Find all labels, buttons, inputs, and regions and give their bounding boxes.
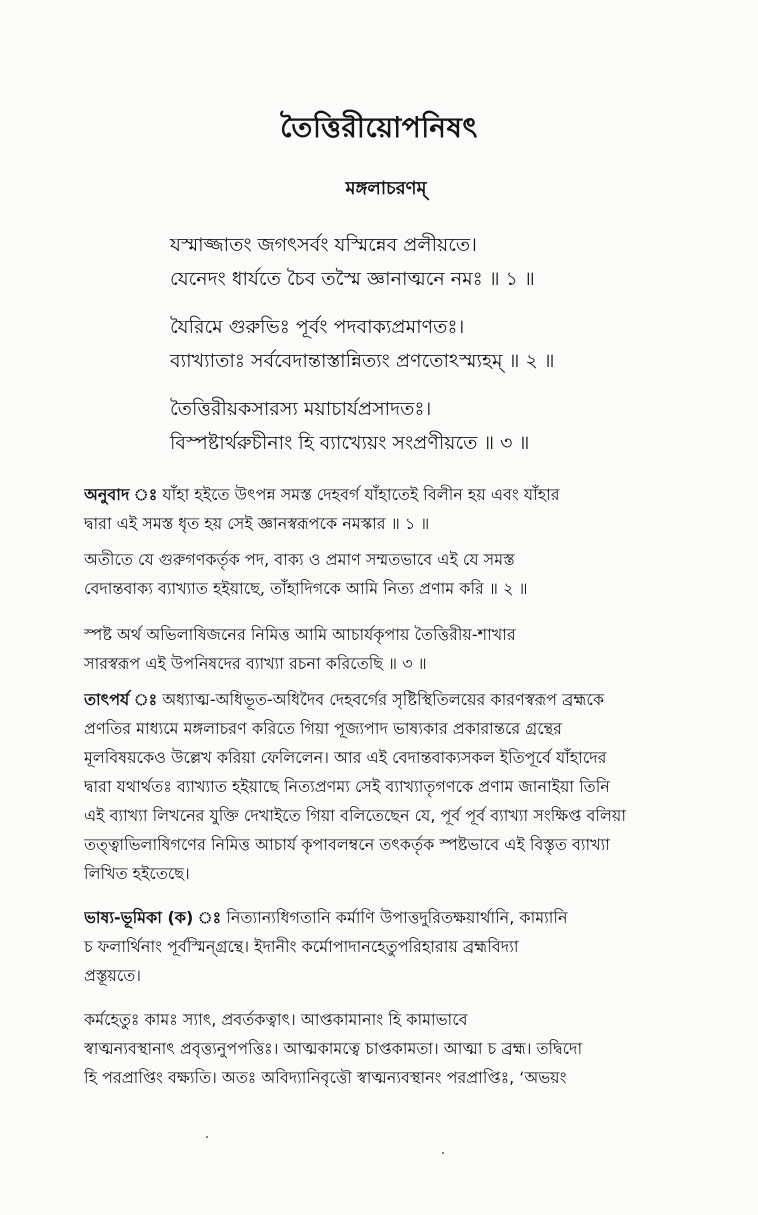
verse-line: তৈত্তিরীয়কসারস্য ময়াচার্যপ্রসাদতঃ। <box>170 398 432 420</box>
paragraph-line: স্বাত্মন্যবস্থানাৎ প্রবৃত্ত্যনুপপত্তিঃ। আত্মকামত্বে চাপ্তকামতা। আত্মা চ ব্রহ্ম। তদ্বিদো <box>84 1039 583 1058</box>
translation-label: অনুবাদ ঃ <box>84 485 158 504</box>
paragraph-line: বেদান্তবাক্য ব্যাখ্যাত হইয়াছে, তাঁহাদিগকে আমি নিত্য প্রণাম করি ॥ ২ ॥ <box>84 579 528 598</box>
page-speck <box>206 1136 208 1138</box>
bhashya-paragraph <box>84 903 682 990</box>
bhashya-label: ভাষ্য-ভূমিকা (ক) ঃ <box>84 908 222 927</box>
paragraph-line: মূলবিষয়কেও উল্লেখ করিয়া ফেলিলেন। আর এই বেদান্তবাক্যসকল ইতিপূর্বে যাঁহাদের <box>84 748 607 767</box>
page-title: তৈত্তিরীয়োপনিষৎ <box>280 111 478 144</box>
verse-line: যেনেদং ধার্যতে চৈব তস্মৈ জ্ঞানাত্মনে নমঃ ॥ ১ ॥ <box>170 268 535 290</box>
paragraph-line: অতীতে যে গুরুগণকর্তৃক পদ, বাক্য ও প্রমাণ সম্মতভাবে এই যে সমস্ত <box>84 550 515 569</box>
tatparya-paragraph <box>84 685 682 888</box>
paragraph-line: হি পরপ্রাপ্তিং বক্ষ্যতি। অতঃ অবিদ্যানিবৃত্তৌ স্বাত্মন্যবস্থানং পরপ্রাপ্তিঃ, ‘অভয়ং <box>84 1068 567 1087</box>
paragraph-line: তত্ত্বাভিলাষিগণের নিমিত্ত আচার্য কৃপাবলম্বনে তৎকর্তৃক স্পষ্টভাবে এই বিস্তৃত ব্যাখ্যা <box>84 835 610 854</box>
paragraph-line: প্রণতির মাধ্যমে মঙ্গলাচরণ করিতে গিয়া পূজ্যপাদ ভাষ্যকার প্রকারান্তরে গ্রন্থের <box>84 719 562 738</box>
translation-paragraph-1 <box>84 480 682 538</box>
verse-line: যৈরিমে গুরুভিঃ পূর্বং পদবাক্যপ্রমাণতঃ। <box>170 316 465 338</box>
paragraph-line: দ্বারা এই সমস্ত ধৃত হয় সেই জ্ঞানস্বরূপকে নমস্কার ॥ ১ ॥ <box>84 514 430 533</box>
page-speck <box>442 1152 444 1154</box>
translation-text: যাঁহা হইতে উৎপন্ন সমস্ত দেহবর্গ যাঁহাতেই বিলীন হয় এবং যাঁহার <box>162 485 560 504</box>
paragraph-line: সারস্বরূপ এই উপনিষদের ব্যাখ্যা রচনা করিতেছি ॥ ৩ ॥ <box>84 654 427 673</box>
verse-1 <box>170 228 690 296</box>
verse-line: যস্মাজ্জাতং জগৎসর্বং যস্মিন্নেব প্রলীয়তে। <box>170 234 477 256</box>
paragraph-line <box>84 480 682 509</box>
tatparya-text: অধ্যাত্ম-অধিভূত-অধিদৈব দেহবর্গের সৃষ্টিস্থিতিলয়ের কারণস্বরূপ ব্রহ্মকে <box>162 690 605 709</box>
verse-line: ব্যাখ্যাতাঃ সর্ববেদান্তাস্তান্নিত্যং প্রণতোঽস্ম্যহম্ ॥ ২ ॥ <box>170 350 555 372</box>
karma-paragraph <box>84 1005 682 1092</box>
tatparya-label: তাৎপর্য ঃ <box>84 690 158 709</box>
verse-3 <box>170 392 690 460</box>
verse-2 <box>170 310 690 378</box>
paragraph-line: কর্মহেতুঃ কামঃ স্যাৎ, প্রবর্তকত্বাৎ। আপ্তকামানাং হি কামাভাবে <box>84 1010 468 1029</box>
paragraph-line: স্পষ্ট অর্থ অভিলাষিজনের নিমিত্ত আমি আচার্যকৃপায় তৈত্তিরীয়-শাখার <box>84 625 516 644</box>
paragraph-line: এই ব্যাখ্যা লিখনের যুক্তি দেখাইতে গিয়া বলিতেছেন যে, পূর্ব পূর্ব ব্যাখ্যা সংক্ষিপ্ত বলিয়া <box>84 806 626 825</box>
paragraph-line: দ্বারা যথার্থতঃ ব্যাখ্যাত হইয়াছে নিত্যপ্রণম্য সেই ব্যাখ্যাতৃগণকে প্রণাম জানাইয়া তিনি <box>84 777 610 796</box>
translation-paragraph-2 <box>84 545 682 603</box>
translation-paragraph-3 <box>84 620 682 678</box>
bhashya-text: নিত্যান্যধিগতানি কর্মাণি উপাত্তদুরিতক্ষয়ার্থানি, কাম্যানি <box>226 908 568 927</box>
verse-line: বিস্পষ্টার্থরুচীনাং হি ব্যাখ্যেয়ং সংপ্রণীয়তে ॥ ৩ ॥ <box>170 432 530 454</box>
paragraph-line <box>84 685 682 714</box>
paragraph-line: চ ফলার্থিনাং পূর্বস্মিন্গ্রন্থে। ইদানীং কর্মোপাদানহেতুপরিহারায় ব্রহ্মবিদ্যা <box>84 937 519 956</box>
paragraph-line: লিখিত হইতেছে। <box>84 864 190 883</box>
paragraph-line: প্রস্তূয়তে। <box>84 966 142 985</box>
section-subtitle: মঙ্গলাচরণম্ <box>345 178 427 199</box>
paragraph-line <box>84 903 682 932</box>
